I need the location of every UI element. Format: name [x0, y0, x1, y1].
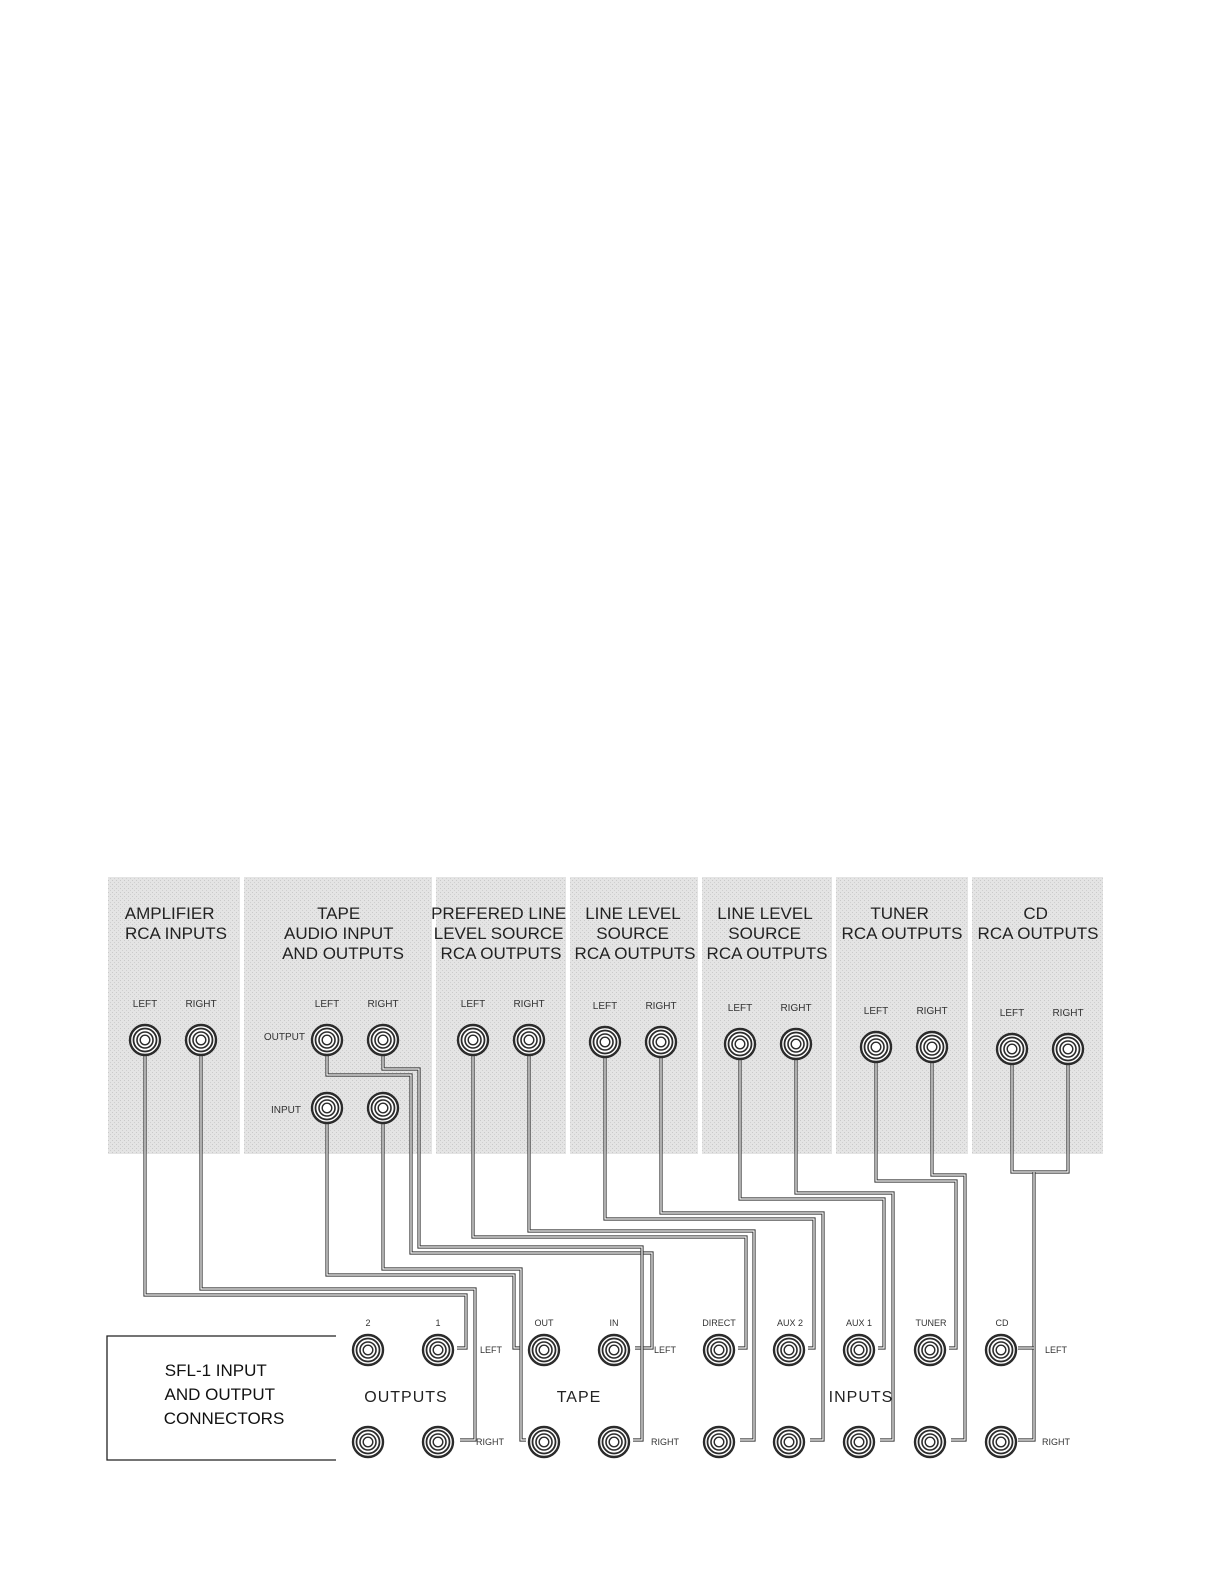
caption-line: CONNECTORS: [163, 1409, 285, 1428]
jack-unit-direct-right: [704, 1427, 734, 1457]
panel-title-line: RCA OUTPUTS: [977, 924, 1099, 943]
panel-title-line: RCA OUTPUTS: [706, 944, 828, 963]
jack-line2-left: [725, 1029, 755, 1059]
jack-line2-right: [781, 1029, 811, 1059]
panel-left-label: LEFT: [314, 999, 340, 1010]
panel-right-label: RIGHT: [780, 1003, 812, 1014]
jack-tape-output-left: [312, 1025, 342, 1055]
panel-title-line: AMPLIFIER: [124, 904, 215, 923]
panel-left-label: LEFT: [999, 1008, 1025, 1019]
jack-label-aux-1: AUX 1: [845, 1318, 873, 1328]
panel-title-line: LEVEL SOURCE: [433, 924, 564, 943]
jack-unit-out1-left: [423, 1335, 453, 1365]
panel-title-line: LINE LEVEL: [717, 904, 813, 923]
cable-cd-trunk: [1018, 1172, 1034, 1440]
panel-title-line: RCA OUTPUTS: [440, 944, 562, 963]
jack-unit-out2-right: [353, 1427, 383, 1457]
group-label-inputs: INPUTS: [828, 1389, 894, 1406]
jack-unit-direct-left: [704, 1335, 734, 1365]
panel-title-line: AND OUTPUTS: [282, 944, 404, 963]
jack-unit-tuner-left: [915, 1335, 945, 1365]
panel-title-line: SOURCE: [596, 924, 669, 943]
panel-title-line: LINE LEVEL: [585, 904, 681, 923]
jack-unit-aux2-right: [774, 1427, 804, 1457]
jack-unit-tape-in-right: [599, 1427, 629, 1457]
panel-title-preferred-source: [431, 904, 571, 963]
jack-label-tape-in: IN: [609, 1318, 619, 1328]
jack-unit-aux2-left: [774, 1335, 804, 1365]
panel-title-line: TUNER: [870, 904, 929, 923]
jack-tape-output-right: [368, 1025, 398, 1055]
panel-right-label: RIGHT: [1052, 1008, 1084, 1019]
jack-unit-tape-out-left: [529, 1335, 559, 1365]
jack-cd-right: [1053, 1034, 1083, 1064]
unit-right-label: RIGHT: [476, 1437, 504, 1447]
jack-tape-input-left: [312, 1093, 342, 1123]
panel-left-label: LEFT: [863, 1006, 889, 1017]
panel-right-label: RIGHT: [916, 1006, 948, 1017]
panel-title-line: SOURCE: [728, 924, 801, 943]
panel-title-line: PREFERED LINE: [431, 904, 567, 923]
jack-unit-tape-in-left: [599, 1335, 629, 1365]
group-label-outputs: OUTPUTS: [364, 1389, 448, 1406]
panel-left-label: LEFT: [592, 1001, 618, 1012]
panel-title-line: RCA OUTPUTS: [841, 924, 963, 943]
panel-left-label: LEFT: [132, 999, 158, 1010]
jack-label-output-2: 2: [365, 1318, 371, 1328]
group-label-tape: TAPE: [556, 1389, 602, 1406]
panel-right-label: RIGHT: [185, 999, 217, 1010]
jack-unit-out2-left: [353, 1335, 383, 1365]
panel-title-line: TAPE: [317, 904, 361, 923]
caption-text: [164, 1361, 285, 1428]
unit-right-label: RIGHT: [651, 1437, 679, 1447]
jack-unit-cd-right: [986, 1427, 1016, 1457]
jack-unit-out1-right: [423, 1427, 453, 1457]
jack-cd-left: [997, 1034, 1027, 1064]
jack-unit-cd-left: [986, 1335, 1016, 1365]
panel-title-line: CD: [1023, 904, 1048, 923]
jack-unit-aux1-left: [844, 1335, 874, 1365]
unit-left-label: LEFT: [480, 1345, 503, 1355]
jack-label-tuner: TUNER: [915, 1318, 947, 1328]
jack-unit-tape-out-right: [529, 1427, 559, 1457]
jack-tuner-right: [917, 1032, 947, 1062]
jack-line1-right: [646, 1027, 676, 1057]
jack-tape-input-right: [368, 1093, 398, 1123]
panel-right-label: RIGHT: [513, 999, 545, 1010]
jack-amp-right: [186, 1025, 216, 1055]
jack-tuner-left: [861, 1032, 891, 1062]
panel-title-line: RCA INPUTS: [124, 924, 228, 943]
jack-label-direct: DIRECT: [702, 1318, 736, 1328]
panel-title-amplifier: [125, 904, 227, 943]
jack-amp-left: [130, 1025, 160, 1055]
panel-left-label: LEFT: [460, 999, 486, 1010]
panel-left-label: LEFT: [727, 1003, 753, 1014]
jack-label-cd: CD: [995, 1318, 1009, 1328]
tape-output-label: OUTPUT: [263, 1032, 305, 1043]
caption-box: [107, 1336, 336, 1460]
panel-right-label: RIGHT: [645, 1001, 677, 1012]
jack-label-output-1: 1: [435, 1318, 441, 1328]
jack-label-tape-out: OUT: [534, 1318, 554, 1328]
caption-line: SFL-1 INPUT: [164, 1361, 267, 1380]
caption-line: AND OUTPUT: [164, 1385, 275, 1404]
panel-title-line: AUDIO INPUT: [284, 924, 394, 943]
tape-input-label: INPUT: [271, 1105, 301, 1116]
jack-pref-left: [458, 1025, 488, 1055]
panel-right-label: RIGHT: [367, 999, 399, 1010]
jack-unit-tuner-right: [915, 1427, 945, 1457]
unit-left-label: LEFT: [1045, 1345, 1068, 1355]
jack-pref-right: [514, 1025, 544, 1055]
panel-title-line: RCA OUTPUTS: [574, 944, 696, 963]
jack-label-aux-2: AUX 2: [776, 1318, 804, 1328]
unit-left-label: LEFT: [654, 1345, 677, 1355]
jack-line1-left: [590, 1027, 620, 1057]
jack-unit-aux1-right: [844, 1427, 874, 1457]
unit-right-label: RIGHT: [1042, 1437, 1070, 1447]
